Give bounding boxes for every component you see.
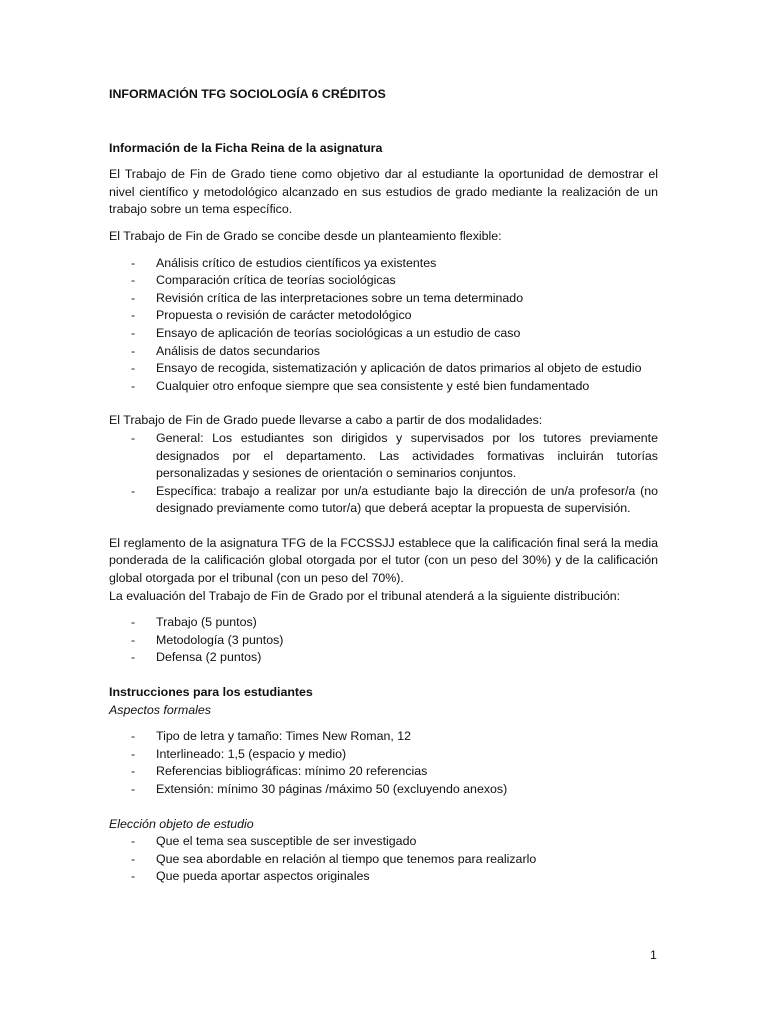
document-page bbox=[109, 86, 658, 886]
list-item: - Revisión crítica de las interpretaciones sobre un tema determinado bbox=[109, 290, 658, 308]
paragraph-objective: El Trabajo de Fin de Grado tiene como objetivo dar al estudiante la oportunidad de demostrar el nivel científico y metodológico alcanzado en sus estudios de grado mediante la realización de un trabajo sobre un tema específico. bbox=[109, 167, 658, 217]
list-item: - Que el tema sea susceptible de ser investigado bbox=[109, 833, 658, 851]
list-item: - Cualquier otro enfoque siempre que sea consistente y esté bien fundamentado bbox=[109, 378, 658, 396]
formal-list bbox=[109, 728, 658, 798]
list-item: - Comparación crítica de teorías sociológicas bbox=[109, 272, 658, 290]
list-item: - Referencias bibliográficas: mínimo 20 referencias bbox=[109, 763, 658, 781]
list-item: - Que pueda aportar aspectos originales bbox=[109, 868, 658, 886]
list-item: - Trabajo (5 puntos) bbox=[109, 614, 658, 632]
list-item: - Análisis crítico de estudios científicos ya existentes bbox=[109, 255, 658, 273]
paragraph-evaluation: La evaluación del Trabajo de Fin de Grado por el tribunal atenderá a la siguiente distribución: bbox=[109, 588, 621, 603]
list-item: - Extensión: mínimo 30 páginas /máximo 50 (excluyendo anexos) bbox=[109, 781, 658, 799]
paragraph-flexible: El Trabajo de Fin de Grado se concibe desde un planteamiento flexible: bbox=[109, 228, 502, 243]
approaches-list bbox=[109, 255, 658, 396]
list-item: - Ensayo de recogida, sistematización y aplicación de datos primarios al objeto de estudio bbox=[109, 360, 658, 378]
document-title: INFORMACIÓN TFG SOCIOLOGÍA 6 CRÉDITOS bbox=[109, 87, 386, 101]
subheading-formal: Aspectos formales bbox=[109, 702, 211, 717]
modalities-list bbox=[109, 430, 658, 518]
section-heading-instructions: Instrucciones para los estudiantes bbox=[109, 685, 313, 700]
subheading-choice: Elección objeto de estudio bbox=[109, 816, 254, 831]
distribution-list bbox=[109, 614, 658, 667]
list-item: - Tipo de letra y tamaño: Times New Roman, 12 bbox=[109, 728, 658, 746]
list-item: - Análisis de datos secundarios bbox=[109, 343, 658, 361]
list-item: - Ensayo de aplicación de teorías sociológicas a un estudio de caso bbox=[109, 325, 658, 343]
list-item: - Propuesta o revisión de carácter metodológico bbox=[109, 307, 658, 325]
list-item: - General: Los estudiantes son dirigidos y supervisados por los tutores previamente designados por el departamento. Las actividades formativas incluirán tutorías personalizadas y sesiones de orientación o seminarios conjuntos. bbox=[109, 430, 658, 483]
list-item: - Metodología (3 puntos) bbox=[109, 632, 658, 650]
page-number: 1 bbox=[650, 948, 657, 962]
list-item: - Defensa (2 puntos) bbox=[109, 649, 658, 667]
choice-list bbox=[109, 833, 658, 886]
list-item: - Interlineado: 1,5 (espacio y medio) bbox=[109, 746, 658, 764]
list-item: - Específica: trabajo a realizar por un/a estudiante bajo la dirección de un/a profesor/a (no designado previamente como tutor/a) que deberá aceptar la propuesta de supervisión. bbox=[109, 483, 658, 518]
paragraph-regulation: El reglamento de la asignatura TFG de la FCCSSJJ establece que la calificación final será la media ponderada de la calificación global otorgada por el tutor (con un peso del 30%) y de la calificación global otorgada por el tribunal (con un peso del 70%). bbox=[109, 535, 658, 586]
section-heading-ficha: Información de la Ficha Reina de la asignatura bbox=[109, 140, 383, 155]
list-item: - Que sea abordable en relación al tiempo que tenemos para realizarlo bbox=[109, 851, 658, 869]
paragraph-modalities: El Trabajo de Fin de Grado puede llevarse a cabo a partir de dos modalidades: bbox=[109, 413, 543, 428]
